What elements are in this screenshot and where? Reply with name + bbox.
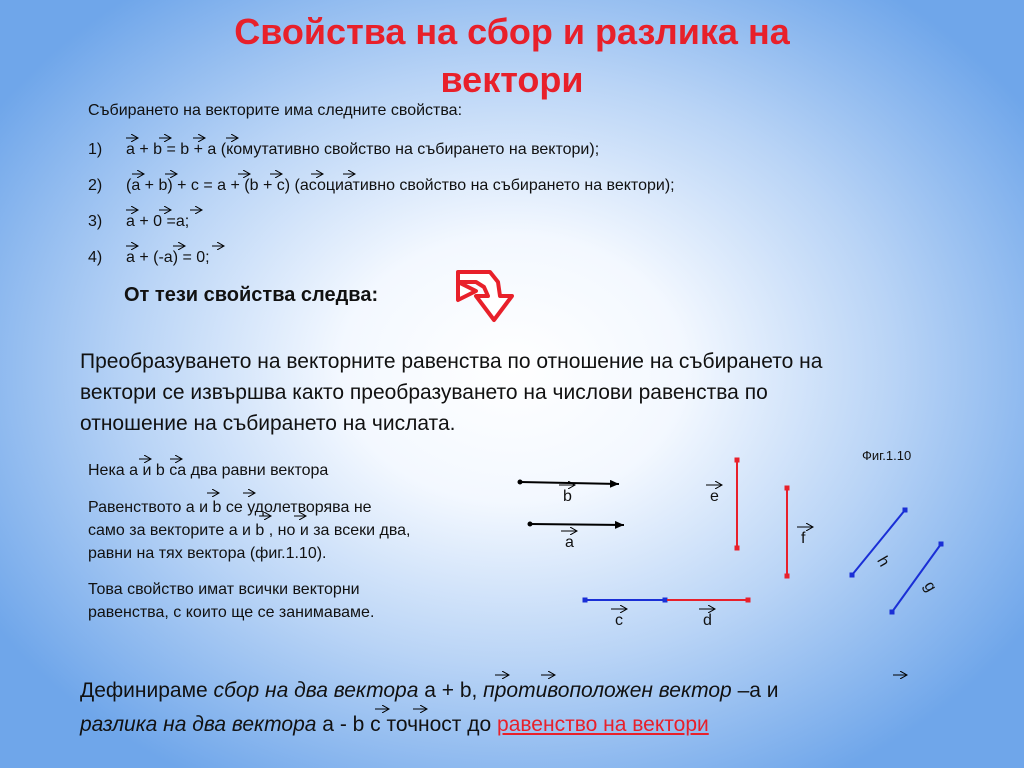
vector-b-icon [520,482,619,484]
transform-line: отношение на събирането на числата. [80,412,456,435]
equality-line: само за векторите a и b , но и за всеки два, [88,522,411,539]
title-line-2: вектори [440,59,584,100]
prop-4-num: 4) [88,249,103,266]
vector-g-icon [892,544,941,612]
definition-line-1: Дефинираме сбор на два вектора a + b, противоположен вектор –a и [80,679,779,702]
vector-label-e: e [710,488,719,505]
action-arrow-icon [458,272,512,320]
prop-4-formula: a + (-a) = 0; [126,249,210,266]
prop-3-num: 3) [88,213,103,230]
vector-label-f: f [801,530,806,547]
follows-text: От тези свойства следва: [124,284,379,306]
prop-2-formula: (a + b) + c = a + (b + c) (асоциативно свойство на събирането на вектори); [126,177,675,194]
let-text: Нека a и b са два равни вектора [88,462,329,479]
title-line-1: Свойства на сбор и разлика на [234,11,790,52]
property-line: Това свойство имат всички векторни [88,581,360,598]
vector-label-b: b [563,488,572,505]
vector-label-g: g [920,578,940,595]
transform-line: вектори се извършва както преобразуването на числови равенства по [80,381,768,404]
prop-1-formula: a + b = b + a (комутативно свойство на събирането на вектори); [126,141,600,158]
vector-a-icon [530,524,624,525]
figure-caption: Фиг.1.10 [862,448,912,463]
vector-hat-group [126,138,907,709]
prop-3-formula: a + 0 =a; [126,213,190,230]
transform-line: Преобразуването на векторните равенства по отношение на събирането на [80,350,823,373]
prop-1-num: 1) [88,141,103,158]
vector-h-icon [852,510,905,575]
intro-text: Събирането на векторите има следните свойства: [88,102,463,119]
equality-line: равни на тях вектора (фиг.1.10). [88,545,327,562]
vector-label-d: d [703,612,712,629]
prop-2-num: 2) [88,177,103,194]
vector-equality-link[interactable]: равенство на вектори [497,713,709,736]
vector-label-h: h [873,553,893,570]
vector-label-a: a [565,534,574,551]
property-line: равенства, с които ще се занимаваме. [88,604,375,621]
definition-line-2: разлика на два вектора a - b с точност до равенство на вектори [80,713,709,736]
equality-line: Равенството a и b се удолетворява не [88,499,372,516]
vector-label-c: c [615,612,623,629]
